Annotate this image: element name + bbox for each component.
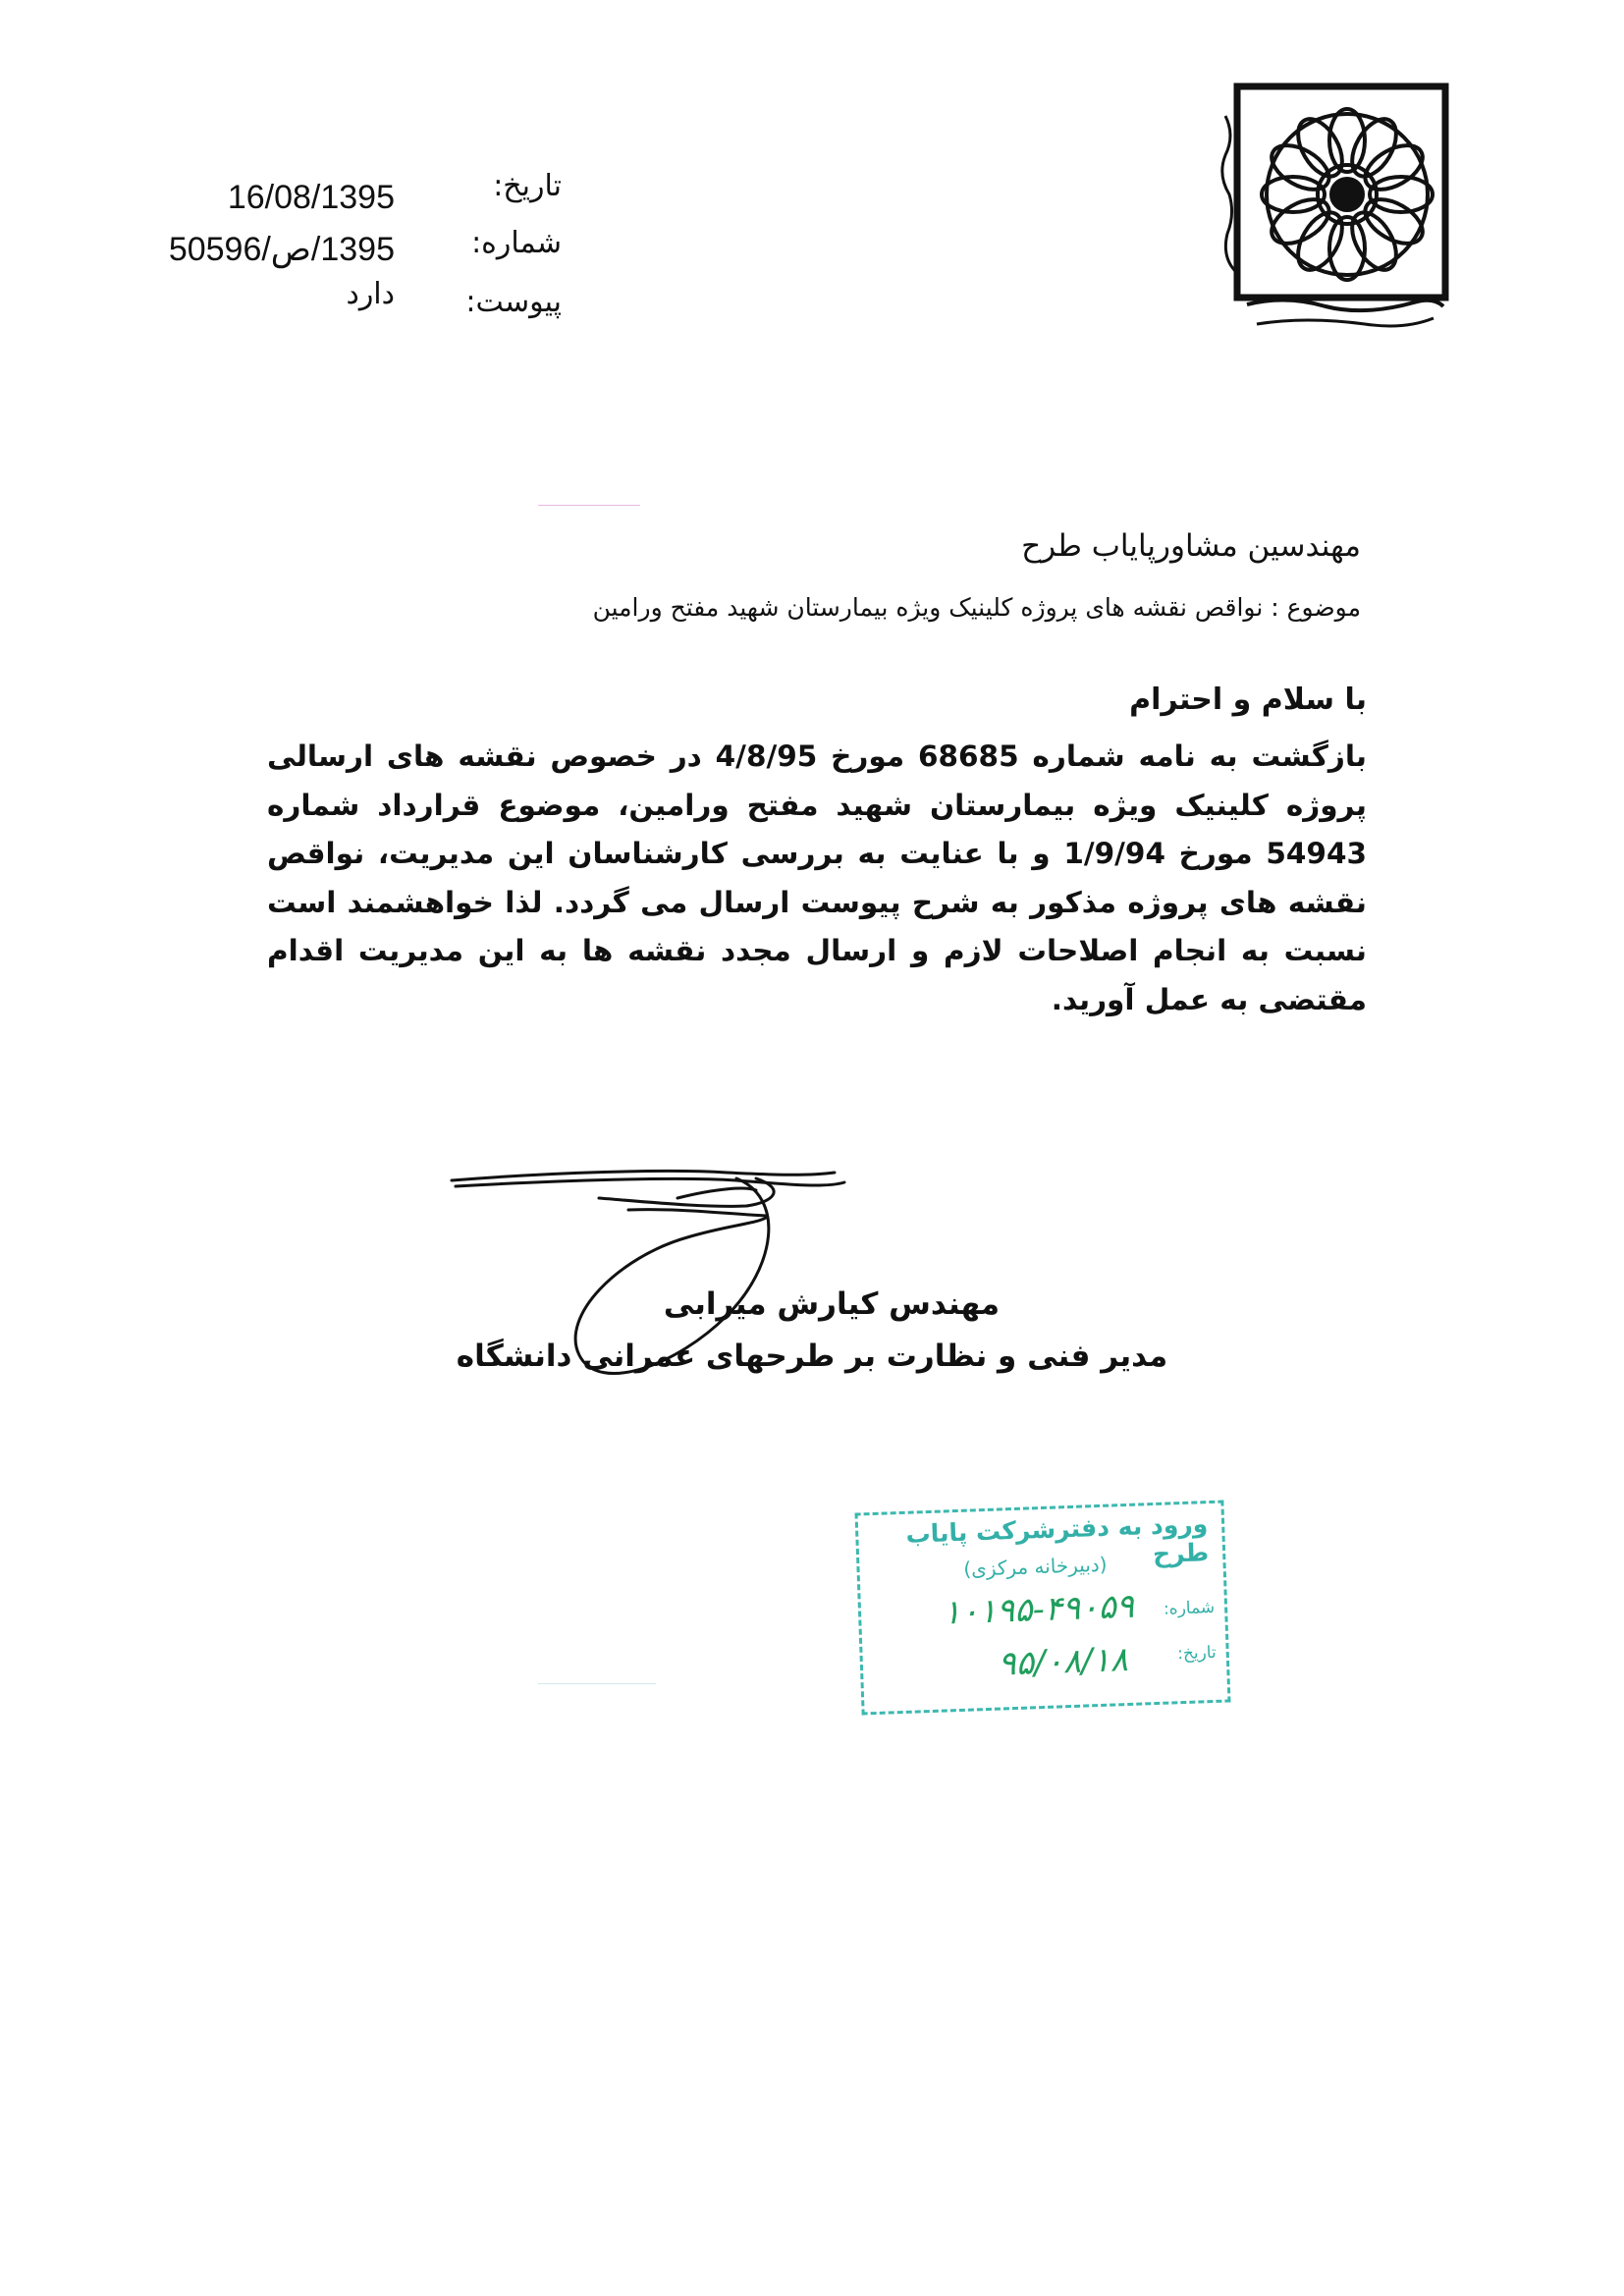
letter-body: بازگشت به نامه شماره 68685 مورخ 4/8/95 در خصوص نقشه های ارسالی پروژه کلینیک ویژه بیمارستان شهید مفتح ورامین، موضوع قرارداد شماره 54943 مورخ 1/9/94 و با عنایت به بررسی کارشناسان این مدیریت، نواقص نقشه های پروژه مذکور به شرح پیوست ارسال می گردد. لذا خواهشمند است نسبت به انجام اصلاحات لازم و ارسال مجدد نقشه ها به این مدیریت اقدام مقتضی به عمل آورید. — [267, 739, 1368, 1016]
number-label: شماره: — [471, 226, 562, 260]
divider — [538, 1683, 656, 1684]
stamp-date-value: ۹۵/۰۸/۱۸ — [997, 1640, 1129, 1684]
greeting: با سلام و احترام — [1129, 683, 1367, 717]
stamp-number-value: ۱۰۱۹۵-۴۹۰۵۹ — [942, 1586, 1135, 1633]
handwritten-signature-icon — [432, 1129, 943, 1424]
signer-name: مهندس کیارش میرابی — [663, 1286, 1001, 1322]
addressee: مهندسین مشاورپایاب طرح — [1021, 528, 1361, 564]
date-label: تاریخ: — [493, 169, 562, 203]
stamp-number-label: شماره: — [1163, 1597, 1216, 1619]
receipt-stamp — [855, 1501, 1231, 1716]
stamp-subtitle: (دبیرخانه مرکزی) — [962, 1552, 1108, 1581]
university-rosette-logo-icon — [1218, 47, 1453, 342]
number-value: 1395/ص/50596 — [168, 231, 395, 268]
signer-title: مدیر فنی و نظارت بر طرحهای عمرانی دانشگاه — [456, 1339, 1168, 1374]
divider — [538, 505, 640, 506]
subject-line: موضوع : نواقص نقشه های پروژه کلینیک ویژه بیمارستان شهید مفتح ورامین — [592, 593, 1361, 622]
stamp-title: ورود به دفترشرکت پایاب طرح — [905, 1509, 1210, 1569]
attachment-label: پیوست: — [465, 285, 562, 319]
attachment-value: دارد — [346, 277, 395, 311]
date-value: 16/08/1395 — [227, 179, 395, 216]
university-logo — [1218, 47, 1453, 342]
stamp-date-label: تاریخ: — [1176, 1642, 1218, 1665]
signature — [432, 1129, 943, 1424]
